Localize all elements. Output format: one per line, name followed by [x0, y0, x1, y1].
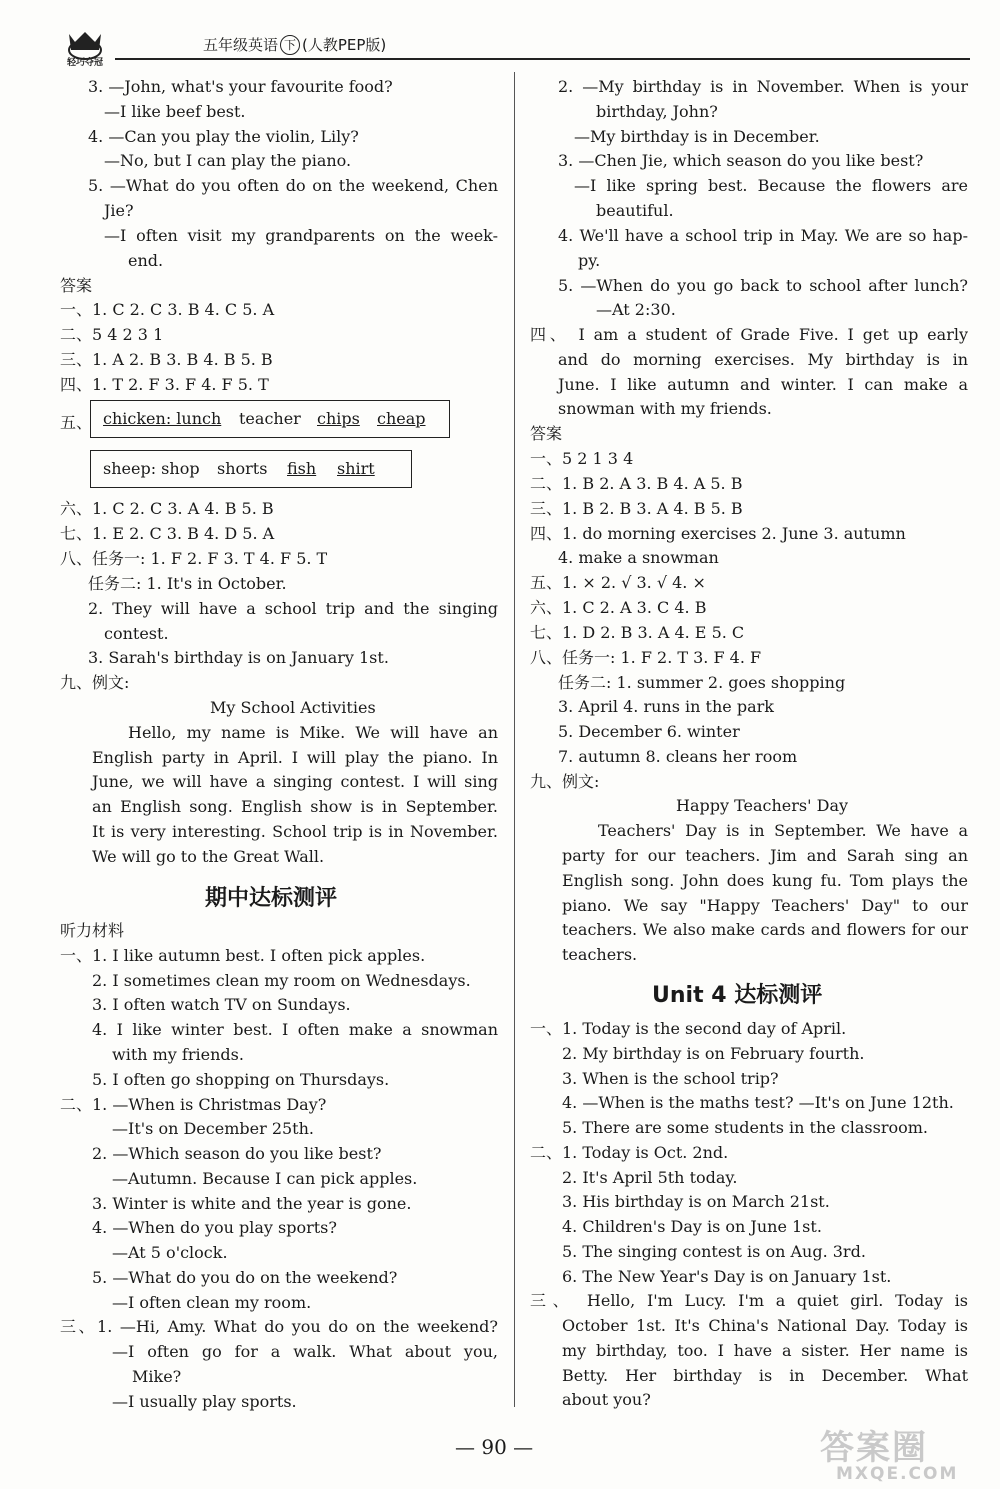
text-line: —My birthday is in December.	[574, 127, 820, 146]
text-line: —I often go for a walk. What about you,	[112, 1342, 498, 1361]
column-divider	[514, 72, 515, 1407]
essay-line: piano. We say "Happy Teachers' Day" to our	[562, 896, 968, 915]
answer-row: 五、	[60, 413, 93, 432]
answer-row: 七、1. D 2. B 3. A 4. E 5. C	[530, 623, 745, 642]
text-line: 3. When is the school trip?	[562, 1069, 779, 1088]
text-line: 3. I often watch TV on Sundays.	[92, 995, 351, 1014]
text-line: —At 2:30.	[596, 300, 676, 319]
text-line: 三、 Hello, I'm Lucy. I'm a quiet girl. Today is	[530, 1291, 968, 1310]
watermark	[810, 1420, 990, 1485]
text-line: 2. —Which season do you like best?	[92, 1144, 382, 1163]
answer-row: 八、任务一: 1. F 2. T 3. F 4. F	[530, 648, 762, 667]
answer-row: 5. December 6. winter	[558, 722, 740, 741]
phonics-box-2	[90, 450, 412, 488]
text-line: 3. Sarah's birthday is on January 1st.	[88, 648, 389, 667]
text-line: contest.	[104, 624, 169, 643]
essay-title: My School Activities	[210, 698, 376, 717]
essay-line: teachers. We also make cards and flowers for our	[562, 920, 968, 939]
answer-row: 五、1. × 2. √ 3. √ 4. ×	[530, 573, 706, 592]
text-line: 3. —Chen Jie, which season do you like best?	[558, 151, 924, 170]
essay-line: English party in April. I will play the piano. In	[92, 748, 498, 767]
text-line: 2. —My birthday is in November. When is your	[558, 77, 968, 96]
text-line: about you?	[562, 1390, 651, 1409]
essay-line: an English song. English show is in September.	[92, 797, 498, 816]
text-line: —At 5 o'clock.	[112, 1243, 228, 1262]
answer-row: 三、1. B 2. B 3. A 4. B 5. B	[530, 499, 743, 518]
answer-row: 一、1. C 2. C 3. B 4. C 5. A	[60, 300, 275, 319]
text-line: 5. —What do you often do on the weekend, Chen	[88, 176, 498, 195]
answer-row: 三、1. A 2. B 3. B 4. B 5. B	[60, 350, 273, 369]
text-line: 5. The singing contest is on Aug. 3rd.	[562, 1242, 866, 1261]
essay-line: party for our teachers. Jim and Sarah sing an	[562, 846, 968, 865]
text-line: 4. —Can you play the violin, Lily?	[88, 127, 359, 146]
text-line: —I usually play sports.	[112, 1392, 297, 1411]
text-line: and do morning exercises. My birthday is in	[558, 350, 968, 369]
text-line: 5. —When do you go back to school after lunch?	[558, 276, 968, 295]
midterm-heading: 期中达标测评	[205, 886, 338, 911]
text-line: —I often clean my room.	[112, 1293, 312, 1312]
text-line: 4. Children's Day is on June 1st.	[562, 1217, 822, 1236]
box-word: fish	[287, 459, 317, 478]
essay-title: Happy Teachers' Day	[676, 796, 849, 815]
phonics-box-1	[90, 400, 450, 438]
answer-row: 3. April 4. runs in the park	[558, 697, 774, 716]
sample-essay-label: 九、例文:	[530, 772, 600, 791]
text-line: 5. —What do you do on the weekend?	[92, 1268, 398, 1287]
text-line: —I like beef best.	[104, 102, 246, 121]
text-line: 4. —When is the maths test? —It's on June 12th.	[562, 1093, 954, 1112]
box-word: chips	[317, 409, 360, 428]
text-line: 二、1. Today is Oct. 2nd.	[530, 1143, 729, 1162]
text-line: beautiful.	[596, 201, 674, 220]
box-word: shorts	[217, 459, 268, 478]
essay-line: We will go to the Great Wall.	[92, 847, 325, 866]
page-number: — 90 —	[455, 1435, 534, 1459]
box-word: cheap	[377, 409, 426, 428]
text-line: my birthday, too. I have a sister. Her name is	[562, 1341, 968, 1360]
text-line: 2. My birthday is on February fourth.	[562, 1044, 865, 1063]
text-line: birthday, John?	[596, 102, 718, 121]
text-line: 3. His birthday is on March 21st.	[562, 1192, 830, 1211]
essay-line: June, we will have a singing contest. I will sing	[92, 772, 498, 791]
text-line: 5. There are some students in the classroom.	[562, 1118, 929, 1137]
text-line: 三、1. —Hi, Amy. What do you do on the weekend?	[60, 1317, 498, 1336]
text-line: June. I like autumn and winter. I can make a	[558, 375, 968, 394]
volume-mark: 下	[280, 35, 300, 55]
text-line: 二、1. —When is Christmas Day?	[60, 1095, 327, 1114]
answer-row: 4. make a snowman	[558, 548, 719, 567]
text-line: snowman with my friends.	[558, 399, 772, 418]
text-line: 4. —When do you play sports?	[92, 1218, 337, 1237]
logo-text: 轻巧夺冠	[66, 58, 104, 68]
sample-essay-label: 九、例文:	[60, 673, 130, 692]
page-header	[55, 28, 970, 66]
answer-row: 七、1. E 2. C 3. B 4. D 5. A	[60, 524, 275, 543]
text-line: 3. —John, what's your favourite food?	[88, 77, 393, 96]
text-line: —Autumn. Because I can pick apples.	[112, 1169, 418, 1188]
answers-label: 答案	[530, 424, 563, 443]
unit4-heading: Unit 4 达标测评	[652, 983, 823, 1008]
text-line: with my friends.	[112, 1045, 244, 1064]
brand-logo	[55, 28, 115, 68]
watermark-line1: 答案圈	[820, 1428, 928, 1468]
essay-line: teachers.	[562, 945, 638, 964]
text-line: end.	[128, 251, 164, 270]
box-word: teacher	[239, 409, 301, 428]
edition: (人教PEP版)	[302, 36, 387, 54]
text-line: 2. It's April 5th today.	[562, 1168, 738, 1187]
essay-line: English song. John does kung fu. Tom plays the	[562, 871, 968, 890]
header-rule	[115, 58, 970, 60]
text-line: 2. I sometimes clean my room on Wednesdays.	[92, 971, 471, 990]
essay-line: Teachers' Day is in September. We have a	[598, 821, 968, 840]
answer-row: 四、1. T 2. F 3. F 4. F 5. T	[60, 375, 269, 394]
text-line: —It's on December 25th.	[112, 1119, 314, 1138]
text-line: 一、1. I like autumn best. I often pick apples.	[60, 946, 426, 965]
text-line: 任务二: 1. It's in October.	[88, 574, 287, 593]
text-line: —No, but I can play the piano.	[104, 151, 352, 170]
answer-row: 二、5 4 2 3 1	[60, 325, 164, 344]
box-word: chicken: lunch	[103, 409, 222, 428]
essay-line: It is very interesting. School trip is in November.	[92, 822, 498, 841]
answer-row: 八、任务一: 1. F 2. F 3. T 4. F 5. T	[60, 549, 328, 568]
answers-label: 答案	[60, 276, 93, 295]
text-line: Jie?	[104, 201, 134, 220]
answer-row: 任务二: 1. summer 2. goes shopping	[558, 673, 846, 692]
text-line: 一、1. Today is the second day of April.	[530, 1019, 847, 1038]
text-line: 4. We'll have a school trip in May. We are so hap-	[558, 226, 968, 245]
book-title	[203, 34, 386, 55]
answer-row: 六、1. C 2. A 3. C 4. B	[530, 598, 707, 617]
answer-row: 一、5 2 1 3 4	[530, 449, 634, 468]
text-line: Betty. Her birthday is in December. What	[562, 1366, 968, 1385]
essay-line: Hello, my name is Mike. We will have an	[128, 723, 498, 742]
box-word: sheep: shop	[103, 459, 200, 478]
text-line: 3. Winter is white and the year is gone.	[92, 1194, 412, 1213]
text-line: 四、 I am a student of Grade Five. I get up early	[530, 325, 968, 344]
title-prefix: 五年级英语	[203, 36, 279, 54]
text-line: 6. The New Year's Day is on January 1st.	[562, 1267, 892, 1286]
box-word: shirt	[337, 459, 375, 478]
answer-row: 六、1. C 2. C 3. A 4. B 5. B	[60, 499, 274, 518]
answer-row: 二、1. B 2. A 3. B 4. A 5. B	[530, 474, 743, 493]
text-line: —I like spring best. Because the flowers are	[574, 176, 968, 195]
text-line: —I often visit my grandparents on the week-	[104, 226, 498, 245]
text-line: October 1st. It's China's National Day. Today is	[562, 1316, 968, 1335]
text-line: 5. I often go shopping on Thursdays.	[92, 1070, 390, 1089]
text-line: py.	[578, 251, 601, 270]
answer-row: 四、1. do morning exercises 2. June 3. autumn	[530, 524, 906, 543]
answer-row: 7. autumn 8. cleans her room	[558, 747, 798, 766]
listening-label: 听力材料	[60, 921, 125, 940]
text-line: 4. I like winter best. I often make a snowman	[92, 1020, 498, 1039]
text-line: 2. They will have a school trip and the singing	[88, 599, 498, 618]
text-line: Mike?	[132, 1367, 182, 1386]
watermark-line2: MXQE.COM	[836, 1464, 959, 1484]
